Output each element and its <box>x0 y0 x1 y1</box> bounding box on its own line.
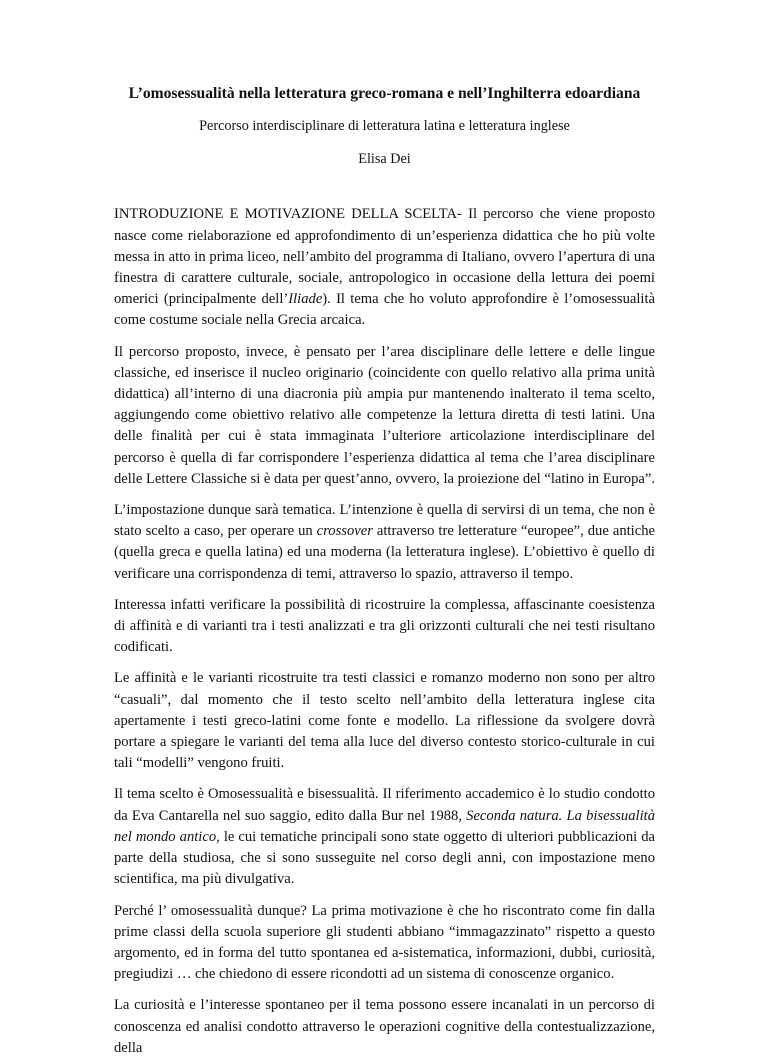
paragraph: Perché l’ omosessualità dunque? La prima motivazione è che ho riscontrato come fin dalla prime classi della scuola superiore gli studenti abbiano “immagazzinato” rispetto a questo argomento, ed in forma del tutto spontanea ed a-sistematica, informazioni, dubbi, curiosità, pregiudizi … che chiedono di essere ricondotti ad un sistema di conoscenze organico. <box>114 902 655 983</box>
document-subtitle: Percorso interdisciplinare di letteratura latina e letteratura inglese <box>199 118 570 134</box>
italic-title: Iliade <box>288 291 323 308</box>
italic-book-title: Seconda natura. La bisessualità nel mondo antico, <box>114 807 655 845</box>
paragraph: Interessa infatti verificare la possibilità di ricostruire la complessa, affascinante coesistenza di affinità e di varianti tra i testi analizzati e tra gli orizzonti culturali che nei testi risultano codificati. <box>114 596 655 656</box>
paragraph <box>114 500 655 585</box>
paragraph-text: attraverso tre letterature “europee”, due antiche (quella greca e quella latina) ed una moderna (la letteratura inglese). L’obiettivo è quello di verificare una corrispondenza di temi, attraverso lo spazio, attraverso il tempo. <box>114 523 655 582</box>
paragraph: Le affinità e le varianti ricostruite tra testi classici e romanzo moderno non sono per altro “casuali”, dal momento che il testo scelto nell’ambito della letteratura inglese cita apertamente i testi greco-latini come fonte e modello. La riflessione da svolgere dovrà portare a spiegare le varianti del tema alla luce del diverso contesto storico-culturale in cui tali “modelli” vengono fruiti. <box>114 670 655 772</box>
paragraph: La curiosità e l’interesse spontaneo per il tema possono essere incanalati in un percorso di conoscenza ed analisi condotto attraverso le operazioni cognitive della contestualizzazione, della <box>114 997 655 1056</box>
paragraph-text: le cui tematiche principali sono state oggetto di ulteriori pubblicazioni da parte della studiosa, che si sono susseguite nel corso degli anni, con impostazione meno scientifica, ma più divulgativa. <box>114 828 655 888</box>
paragraph <box>114 784 655 890</box>
author-name: Elisa Dei <box>358 151 411 168</box>
document-title: L’omosessualità nella letteratura greco-romana e nell’Inghilterra edoardiana <box>128 85 641 102</box>
paragraph-text: L’impostazione dunque sarà tematica. L’intenzione è quella di servirsi di un tema, che non è stato scelto a caso, per operare un <box>114 502 655 540</box>
paragraph-text: INTRODUZIONE E MOTIVAZIONE DELLA SCELTA- Il percorso che viene proposto nasce come rielaborazione ed approfondimento di un’esperienza didattica che ho più volte messa in atto in prima liceo, nell’ambito del programma di Italiano, ovvero l’apertura di una finestra di carattere culturale, sociale, antropologico in occasione della lettura dei poemi omerici (principalmente dell’ <box>114 206 655 308</box>
paragraph-text: Il tema scelto è Omosessualità e bisessualità. Il riferimento accademico è lo studio condotto da Eva Cantarella nel suo saggio, edito dalla Bur nel 1988, <box>114 786 655 824</box>
italic-term: crossover <box>316 523 373 540</box>
paragraph: Il percorso proposto, invece, è pensato per l’area disciplinare delle lettere e delle lingue classiche, ed inserisce il nucleo originario (coincidente con quello relativo alla prima unità didattica) all’interno di una diacronia più ampia pur mantenendo inalterato il tema scelto, aggiungendo come obiettivo relativo alle competenze la lettura diretta di testi latini. Una delle finalità per cui è stata immaginata l’ulteriore articolazione interdisciplinare del percorso è quella di far corrispondere l’esperienza didattica al tema che l’area disciplinare delle Lettere Classiche si è data per quest’anno, ovvero, la proiezione del “latino in Europa”. <box>114 343 655 487</box>
paragraph-text: ). Il tema che ho voluto approfondire è l’omosessualità come costume sociale nella Grecia arcaica. <box>114 291 655 329</box>
paragraph-introduction <box>114 204 655 331</box>
